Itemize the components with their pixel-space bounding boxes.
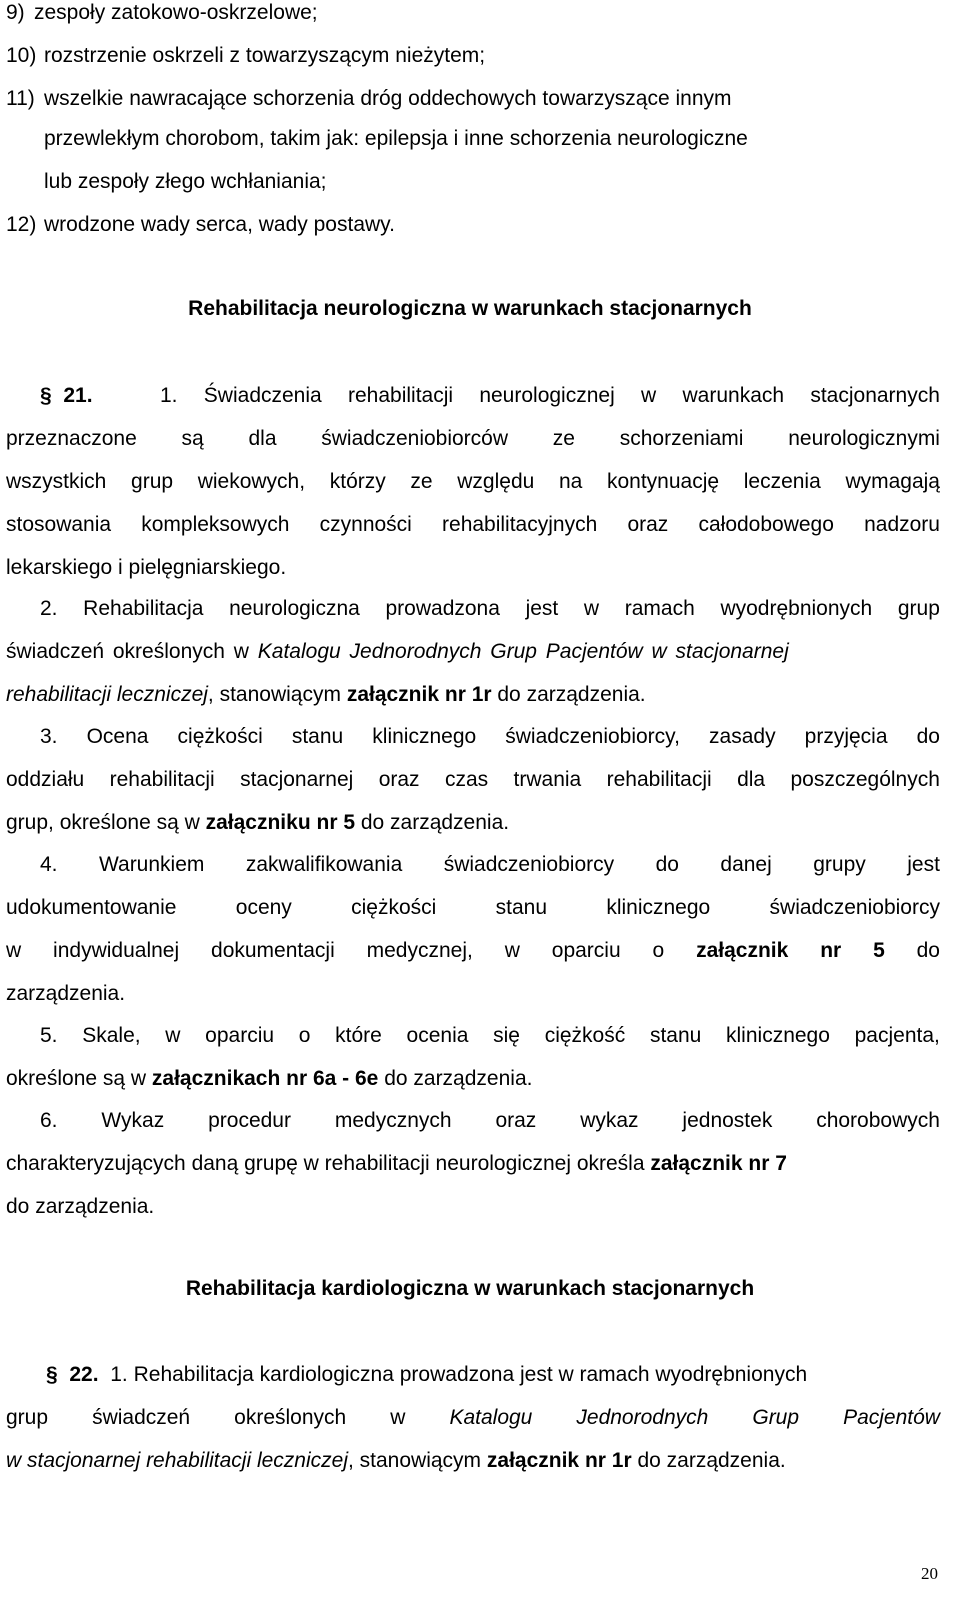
paragraph-line — [6, 1151, 787, 1177]
text-run: określone są w — [6, 1067, 152, 1090]
word: prowadzona — [385, 597, 500, 620]
paragraph-line: zarządzenia. — [6, 982, 126, 1005]
word: dokumentacji — [211, 939, 335, 962]
list-number: 9) — [6, 1, 25, 24]
word: w — [641, 384, 657, 407]
list-item — [0, 212, 940, 238]
word: grupy — [813, 853, 866, 876]
paragraph-line: do zarządzenia. — [6, 1195, 155, 1218]
word: nadzoru — [864, 513, 940, 536]
paragraph-line — [6, 810, 509, 836]
word: ocenia — [406, 1024, 469, 1047]
section-sign: § 22. — [46, 1363, 99, 1386]
word: Katalogu — [449, 1406, 533, 1429]
word: świadczeniobiorcy — [769, 896, 940, 919]
catalog-reference: Katalogu Jednorodnych Grup Pacjentów w stacjonarnej — [257, 640, 789, 663]
paragraph-line — [6, 1448, 786, 1474]
word: jest — [907, 853, 940, 876]
word: dla — [248, 427, 277, 450]
word: określonych — [234, 1406, 347, 1429]
word: udokumentowanie — [6, 896, 177, 919]
word: oraz — [495, 1109, 537, 1132]
paragraph-line — [6, 682, 646, 708]
paragraph-line — [6, 895, 940, 921]
word: warunkach — [682, 384, 785, 407]
list-item — [0, 0, 940, 26]
word: rehabilitacji — [606, 768, 712, 791]
word: grup — [131, 470, 174, 493]
word: wszystkich — [6, 470, 107, 493]
word: wiekowych, — [197, 470, 306, 493]
word: schorzeniami — [619, 427, 744, 450]
word: czynności — [319, 513, 412, 536]
list-number: 11) — [6, 87, 35, 110]
word: ramach — [624, 597, 695, 620]
word: stanu — [495, 896, 548, 919]
section-heading: Rehabilitacja neurologiczna w warunkach stacjonarnych — [188, 297, 752, 320]
word: ciężkości — [177, 725, 263, 748]
word: 5 — [873, 939, 885, 962]
word: wyodrębnionych — [720, 597, 873, 620]
word: stacjonarnej — [240, 768, 354, 791]
word: do — [916, 939, 940, 962]
paragraph-line: lekarskiego i pielęgniarskiego. — [6, 556, 287, 579]
annex-reference: załączniku nr 5 — [205, 811, 355, 834]
word: się — [493, 1024, 520, 1047]
paragraph-line — [40, 724, 940, 750]
word: Świadczenia — [203, 384, 322, 407]
word: o — [652, 939, 665, 962]
text-run: , stanowiącym — [348, 1449, 487, 1472]
word: Pacjentów — [843, 1406, 940, 1429]
annex-reference: załącznikach nr 6a - 6e — [151, 1067, 379, 1090]
word: w — [504, 939, 520, 962]
section-heading: Rehabilitacja kardiologiczna w warunkach stacjonarnych — [185, 1277, 755, 1300]
text-run: charakteryzujących daną grupę w rehabilitacji neurologicznej określa — [6, 1152, 651, 1175]
word: stacjonarnych — [810, 384, 940, 407]
word: stanu — [649, 1024, 702, 1047]
word: rehabilitacji — [347, 384, 454, 407]
section-sign: § 21. — [40, 384, 93, 407]
word: oraz — [378, 768, 420, 791]
word: są — [181, 427, 204, 450]
paragraph-line — [6, 938, 940, 964]
word: ze — [552, 427, 575, 450]
word: kompleksowych — [141, 513, 290, 536]
list-text-continuation: przewlekłym chorobom, takim jak: epilepsja i inne schorzenia neurologiczne — [44, 127, 748, 150]
word: trwania — [513, 768, 582, 791]
word: załącznik — [696, 939, 789, 962]
list-text-continuation: lub zespoły złego wchłaniania; — [44, 170, 327, 193]
text-run: świadczeń określonych w — [6, 640, 258, 663]
word: klinicznego — [372, 725, 477, 748]
word: ciężkość — [544, 1024, 626, 1047]
page-number: 20 — [921, 1564, 938, 1583]
word: dla — [737, 768, 766, 791]
word: jednostek — [682, 1109, 773, 1132]
paragraph-line — [6, 767, 940, 793]
word: Ocena — [86, 725, 149, 748]
paragraph-line — [40, 1108, 940, 1134]
word: grup — [897, 597, 940, 620]
word: zakwalifikowania — [245, 853, 403, 876]
word: Jednorodnych — [576, 1406, 709, 1429]
word: Skale, — [82, 1024, 141, 1047]
word: w — [165, 1024, 181, 1047]
word: w — [583, 597, 600, 620]
paragraph-line — [6, 639, 940, 665]
word: jest — [525, 597, 559, 620]
text-run: , stanowiącym — [207, 683, 347, 706]
paragraph-line — [6, 1405, 940, 1431]
word: medycznych — [334, 1109, 452, 1132]
word: świadczeniobiorców — [321, 427, 509, 450]
word: oraz — [627, 513, 669, 536]
word: 4. — [40, 853, 58, 876]
word: w — [6, 939, 22, 962]
list-text: zespoły zatokowo-oskrzelowe; — [34, 1, 318, 24]
word: stanu — [291, 725, 344, 748]
word: stosowania — [6, 513, 112, 536]
paragraph-line — [6, 469, 940, 495]
word: ciężkości — [351, 896, 437, 919]
word: kontynuację — [606, 470, 720, 493]
word: neurologicznymi — [788, 427, 940, 450]
paragraph-line — [40, 852, 940, 878]
word: pacjenta, — [854, 1024, 940, 1047]
paragraph-line — [46, 1362, 807, 1388]
catalog-reference: rehabilitacji leczniczej — [6, 683, 208, 706]
text-run: grup, określone są w — [6, 811, 206, 834]
word: neurologiczna — [229, 597, 360, 620]
catalog-reference: w stacjonarnej rehabilitacji leczniczej — [6, 1449, 348, 1472]
word: do — [655, 853, 679, 876]
word: całodobowego — [698, 513, 834, 536]
word: leczenia — [743, 470, 821, 493]
word: neurologicznej — [479, 384, 615, 407]
word: rehabilitacji — [109, 768, 215, 791]
word: klinicznego — [606, 896, 711, 919]
annex-reference: załącznik nr 1r — [346, 683, 492, 706]
annex-reference: załącznik nr 1r — [486, 1449, 632, 1472]
word: Warunkiem — [98, 853, 205, 876]
paragraph-line — [6, 1066, 532, 1092]
list-item — [0, 86, 940, 112]
word: którzy — [329, 470, 386, 493]
list-item — [0, 43, 940, 69]
text-run: do zarządzenia. — [378, 1067, 533, 1090]
word: przyjęcia — [804, 725, 888, 748]
word: oparciu — [205, 1024, 275, 1047]
word: czas — [444, 768, 489, 791]
word: oddziału — [6, 768, 85, 791]
word: świadczeniobiorcy, — [505, 725, 680, 748]
word: Wykaz — [101, 1109, 165, 1132]
word: 5. — [40, 1024, 58, 1047]
word: przeznaczone — [6, 427, 137, 450]
word: 1. — [160, 384, 178, 407]
word: chorobowych — [816, 1109, 940, 1132]
word: procedur — [208, 1109, 291, 1132]
word: w — [390, 1406, 406, 1429]
word: indywidualnej — [53, 939, 180, 962]
word: nr — [820, 939, 842, 962]
paragraph-line — [40, 1023, 940, 1049]
word: oceny — [235, 896, 292, 919]
word: 2. — [40, 597, 58, 620]
word: grup — [6, 1406, 49, 1429]
text-run: do zarządzenia. — [491, 683, 646, 706]
word: 6. — [40, 1109, 58, 1132]
word: świadczeń — [92, 1406, 191, 1429]
paragraph-line — [6, 512, 940, 538]
word: ze — [410, 470, 433, 493]
list-text: rozstrzenie oskrzeli z towarzyszącym nieżytem; — [44, 44, 486, 67]
word: o — [298, 1024, 311, 1047]
word: na — [558, 470, 583, 493]
word: które — [335, 1024, 382, 1047]
annex-reference: załącznik nr 7 — [650, 1152, 787, 1175]
word: wymagają — [845, 470, 940, 493]
word: zasady — [709, 725, 776, 748]
paragraph-line — [6, 426, 940, 452]
word: oparciu — [551, 939, 621, 962]
word: poszczególnych — [790, 768, 940, 791]
word: do — [916, 725, 940, 748]
text-run: do zarządzenia. — [355, 811, 510, 834]
word: względu — [457, 470, 535, 493]
word: klinicznego — [726, 1024, 830, 1047]
list-number: 10) — [6, 44, 37, 67]
paragraph-line — [40, 596, 940, 622]
list-number: 12) — [6, 213, 37, 236]
paragraph-line — [40, 383, 940, 409]
word: Rehabilitacja — [83, 597, 204, 620]
word: medycznej, — [366, 939, 473, 962]
list-text: wrodzone wady serca, wady postawy. — [44, 213, 395, 236]
text-run: do zarządzenia. — [631, 1449, 786, 1472]
word: 3. — [40, 725, 58, 748]
word: wykaz — [580, 1109, 639, 1132]
word: danej — [720, 853, 772, 876]
word: świadczeniobiorcy — [443, 853, 615, 876]
word: Grup — [752, 1406, 800, 1429]
paragraph-text: 1. Rehabilitacja kardiologiczna prowadzona jest w ramach wyodrębnionych — [110, 1363, 808, 1386]
word: rehabilitacyjnych — [442, 513, 598, 536]
list-text: wszelkie nawracające schorzenia dróg oddechowych towarzyszące innym — [44, 87, 732, 110]
paragraph-text — [160, 383, 940, 409]
